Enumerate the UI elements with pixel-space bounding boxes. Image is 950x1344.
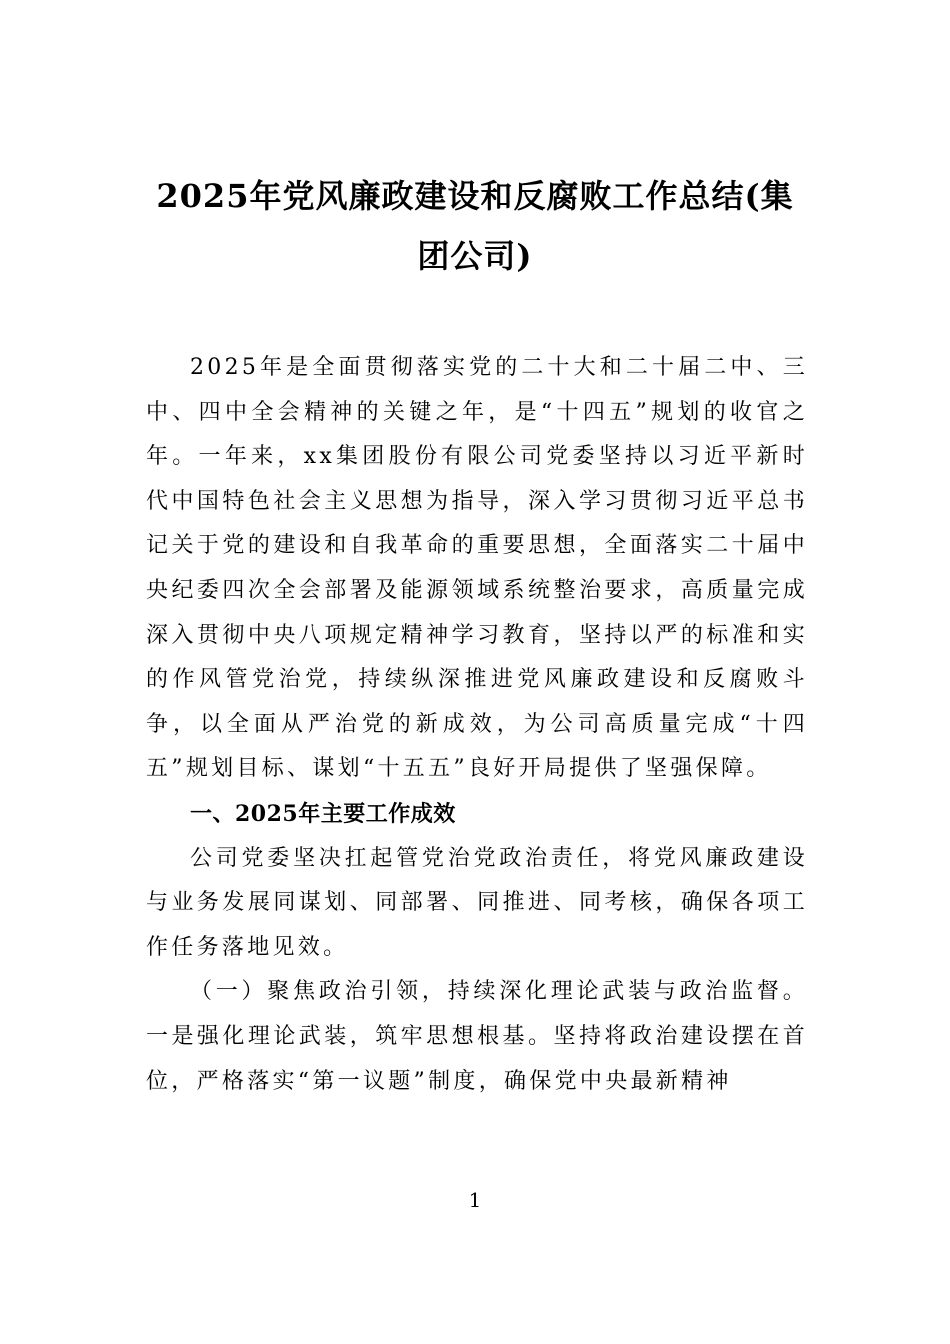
document-title: 2025年党风廉政建设和反腐败工作总结(集团公司) <box>156 177 794 275</box>
section-paragraph: 公司党委坚决扛起管党治党政治责任，将党风廉政建设与业务发展同谋划、同部署、同推进、同考核，确保各项工作任务落地见效。 <box>146 845 808 960</box>
section-heading: 一、2025年主要工作成效 <box>190 800 456 827</box>
document-body <box>146 346 808 1104</box>
intro-paragraph: 2025年是全面贯彻落实党的二十大和二十届二中、三中、四中全会精神的关键之年，是“十四五”规划的收官之年。一年来，xx集团股份有限公司党委坚持以习近平新时代中国特色社会主义思想为指导，深入学习贯彻习近平总书记关于党的建设和自我革命的重要思想，全面落实二十届中央纪委四次全会部署及能源领域系统整治要求，高质量完成深入贯彻中央八项规定精神学习教育，坚持以严的标准和实的作风管党治党，持续纵深推进党风廉政建设和反腐败斗争，以全面从严治党的新成效，为公司高质量完成“十四五”规划目标、谋划“十五五”良好开局提供了坚强保障。 <box>146 355 808 782</box>
page-number: 1 <box>468 1188 482 1212</box>
subsection-paragraph: （一）聚焦政治引领，持续深化理论武装与政治监督。一是强化理论武装，筑牢思想根基。坚持将政治建设摆在首位，严格落实“第一议题”制度，确保党中央最新精神 <box>146 979 808 1094</box>
